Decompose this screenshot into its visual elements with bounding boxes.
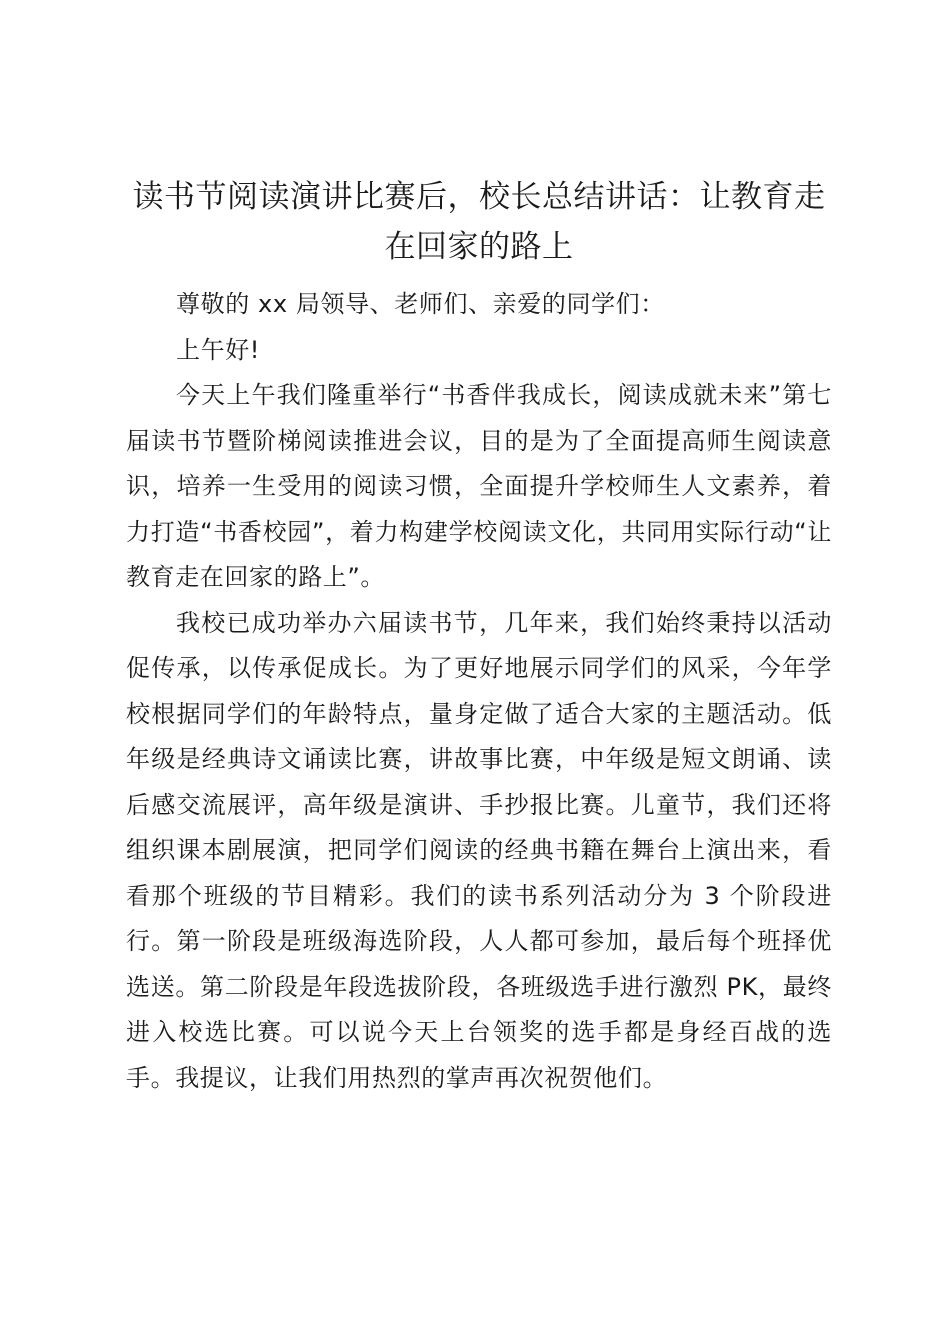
body-paragraph-2: 我校已成功举办六届读书节，几年来，我们始终秉持以活动促传承，以传承促成长。为了更好地展示同学们的风采，今年学校根据同学们的年龄特点，量身定做了适合大家的主题活动。低年级是经典诗文诵读比赛，讲故事比赛，中年级是短文朗诵、读后感交流展评，高年级是演讲、手抄报比赛。儿童节，我们还将组织课本剧展演，把同学们阅读的经典书籍在舞台上演出来，看看那个班级的节目精彩。我们的读书系列活动分为 3 个阶段进行。第一阶段是班级海选阶段，人人都可参加，最后每个班择优选送。第二阶段是年段选拔阶段，各班级选手进行激烈 PK，最终进入校选比赛。可以说今天上台领奖的选手都是身经百战的选手。我提议，让我们用热烈的掌声再次祝贺他们。 xyxy=(126,608,832,1092)
body-paragraph-1: 今天上午我们隆重举行“书香伴我成长，阅读成就未来”第七届读书节暨阶梯阅读推进会议，目的是为了全面提高师生阅读意识，培养一生受用的阅读习惯，全面提升学校师生人文素养，着力打造“书香校园”，着力构建学校阅读文化，共同用实际行动“让教育走在回家的路上”。 xyxy=(126,381,832,591)
document-title: 读书节阅读演讲比赛后，校长总结讲话：让教育走在回家的路上 xyxy=(132,179,826,265)
document-body xyxy=(126,172,832,1101)
greeting-paragraph: 上午好! xyxy=(176,335,261,364)
salutation-paragraph: 尊敬的 xx 局领导、老师们、亲爱的同学们： xyxy=(176,290,665,318)
